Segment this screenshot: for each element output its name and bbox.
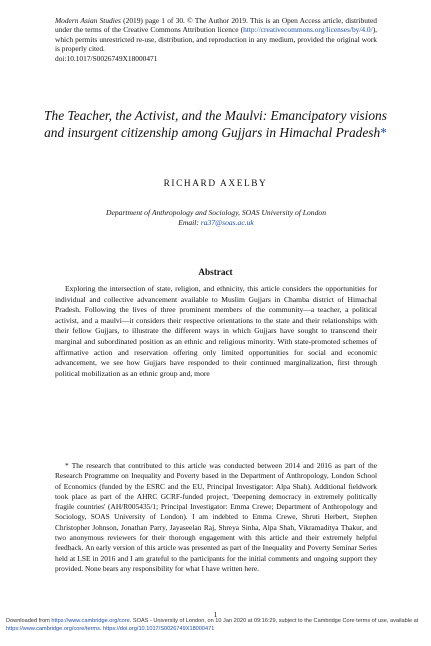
license-link[interactable]: http://creativecommons.org/licenses/by/4.0/ <box>243 25 373 35</box>
author-name: RICHARD AXELBY <box>163 179 268 189</box>
email-link[interactable]: ra37@soas.ac.uk <box>200 218 254 227</box>
department: Department of Anthropology and Sociology, SOAS University of London <box>106 208 326 217</box>
download-notice <box>6 618 428 634</box>
journal-name: Modern Asian Studies <box>55 16 121 25</box>
terms-link[interactable]: https://www.cambridge.org/core/terms <box>6 625 100 632</box>
doi-text: doi:10.1017/S0026749X18000471 <box>55 53 158 63</box>
article-title <box>40 108 391 141</box>
email-line <box>55 218 377 228</box>
abstract-body: Exploring the intersection of state, religion, and ethnicity, this article considers the opportunities for individual and collective advancement available to Muslim Gujjars in Chamba district of Himachal Pradesh. Following the lives of three prominent members of the community—a teacher, a political activist, and a maulvi—it considers their respective orientations to the state and their relationships with their fellow Gujjars, to illustrate the different ways in which Gujjars have sought to transcend their marginal and subordinated position as an ethnic and religious minority. With state-promoted schemes of affirmative action and reservation offering only limited opportunities for social and economic advancement, we see how Gujjars have responded to their continued marginalization, first through political mobilization as an ethnic group and, more <box>55 284 377 378</box>
citation-text: (2019) page 1 of 30. © The Author 2019. This is an Open Access article, distributed under the terms of the Creative Commons Attribution licence ( <box>55 16 377 35</box>
title-footnote-marker[interactable]: * <box>380 124 387 140</box>
download-sep: . <box>99 625 103 632</box>
acknowledgement-footnote: * The research that contributed to this article was conducted between 2014 and 2016 as part of the Research Programme on Inequality and Poverty based in the Department of Anthropology, London School of Economics (funded by the ESRC and the EU, Principal Investigator: Alpa Shah). Additional fieldwork took place as part of the AHRC GCRF-funded project, 'Deepening democracy in extremely politically fragile countries' (AH/R005435/1; Principal Investigator: Emma Crewe; Department of Anthropology and Sociology, SOAS University of London). I am indebted to Emma Crewe, Shruti Herbert, Stephen Christopher Johnson, Jonathan Parry, Jayaseelan Raj, Shreya Sinha, Alpa Shah, Vikramaditya Thakur, and two anonymous reviewers for their thorough engagement with this article and their extremely helpful feedback. An early version of this article was presented as part of the Inequality and Poverty Seminar Series held at LSE in 2016 and I am grateful to the participants for the initial comments and ongoing support they provided. None bears any responsibility for what I have written here. <box>55 461 377 573</box>
author-affiliation <box>55 208 377 228</box>
doi-link[interactable]: https://doi.org/10.1017/S0026749X18000471 <box>103 625 215 632</box>
license-text: ), which permits unrestricted re-use, distribution, and reproduction in any medium, provided the original work is properly cited. <box>55 25 377 54</box>
title-text: The Teacher, the Activist, and the Maulvi: Emancipatory visions and insurgent citizenship among Gujjars in Himachal Pradesh <box>44 108 387 140</box>
page-number: 1 <box>213 610 218 619</box>
download-middle: . SOAS - University of London, on 10 Jan 2020 at 09:16:29, subject to the Cambridge Core terms of use, available at <box>129 618 419 624</box>
download-prefix: Downloaded from <box>6 618 52 624</box>
cambridge-core-link[interactable]: https://www.cambridge.org/core <box>51 618 130 624</box>
publication-note <box>55 16 377 63</box>
email-label: Email: <box>178 218 201 227</box>
abstract-heading: Abstract <box>198 267 233 277</box>
